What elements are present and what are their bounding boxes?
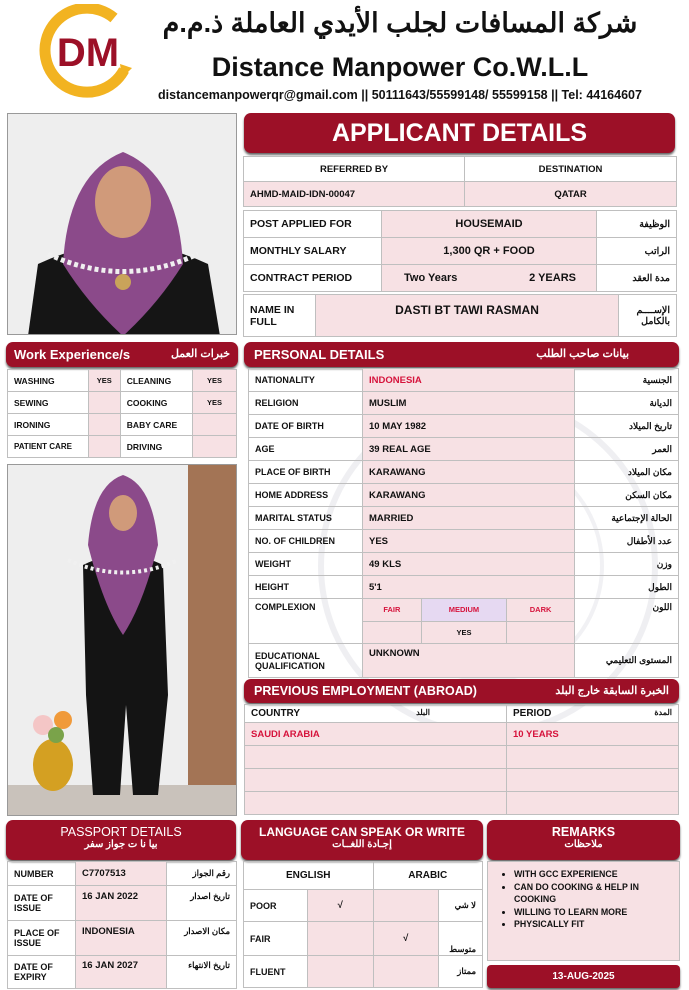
personal-label: HEIGHT — [249, 576, 363, 599]
passport-value: 16 JAN 2027 — [76, 956, 167, 989]
remark-item: • PHYSICALLY FIT — [514, 918, 675, 931]
name-table — [243, 294, 677, 337]
complexion-label: COMPLEXION — [249, 599, 363, 644]
language-title-ar: إجـادة اللغــات — [332, 839, 392, 850]
education-label: EDUCATIONAL QUALIFICATION — [249, 644, 363, 678]
previous-employment-title: PREVIOUS EMPLOYMENT (ABROAD) — [254, 684, 477, 698]
personal-label: NO. OF CHILDREN — [249, 530, 363, 553]
passport-arabic: تاريخ الانتهاء — [167, 956, 237, 989]
skill-value: YES — [88, 370, 120, 392]
salary-arabic: الراتب — [597, 238, 677, 265]
previous-employment-header — [244, 679, 679, 703]
complexion-fair-mark — [363, 621, 421, 643]
personal-arabic: عدد الأطفال — [575, 530, 679, 553]
post-value: HOUSEMAID — [382, 211, 597, 238]
passport-arabic: مكان الاصدار — [167, 921, 237, 956]
applicant-details-title — [244, 113, 675, 153]
referred-by-value: AHMD-MAID-IDN-00047 — [244, 182, 465, 207]
personal-arabic: مكان الميلاد — [575, 461, 679, 484]
contract-value-years: 2 YEARS — [529, 272, 576, 284]
contract-value — [382, 265, 597, 292]
company-name-english: Distance Manpower Co.W.L.L — [211, 52, 589, 82]
previous-employment-table — [244, 704, 679, 815]
skill-label: PATIENT CARE — [8, 436, 89, 458]
contract-value-text: Two Years — [404, 272, 458, 284]
personal-details-header — [244, 342, 679, 367]
work-experience-title-ar: خبرات العمل — [170, 348, 230, 360]
skill-label: BABY CARE — [120, 414, 192, 436]
language-header — [241, 820, 483, 860]
personal-value: MUSLIM — [363, 392, 575, 415]
passport-arabic: رقم الجواز — [167, 862, 237, 886]
destination-value: QATAR — [465, 182, 677, 207]
skill-label: WASHING — [8, 370, 89, 392]
personal-arabic: الحالة الإجتماعية — [575, 507, 679, 530]
period-header — [507, 705, 679, 723]
salary-label: MONTHLY SALARY — [244, 238, 382, 265]
skill-value — [88, 436, 120, 458]
period-arabic: المدة — [654, 708, 672, 717]
language-level-label: FAIR — [244, 922, 308, 956]
personal-arabic: الطول — [575, 576, 679, 599]
personal-label: PLACE OF BIRTH — [249, 461, 363, 484]
arabic-fair-check: √ — [373, 922, 439, 956]
personal-label: DATE OF BIRTH — [249, 415, 363, 438]
education-arabic: المستوى التعليمي — [575, 644, 679, 678]
english-header: ENGLISH — [244, 862, 374, 890]
complexion-fair: FAIR — [363, 599, 421, 621]
work-experience-table — [7, 369, 237, 458]
complexion-dark-mark — [507, 621, 574, 643]
personal-arabic: وزن — [575, 553, 679, 576]
company-logo — [36, 4, 136, 100]
personal-value: 39 REAL AGE — [363, 438, 575, 461]
contract-label: CONTRACT PERIOD — [244, 265, 382, 292]
previous-employment-title-ar: الخبرة السابقة خارج البلد — [555, 685, 669, 697]
contract-arabic: مدة العقد — [597, 265, 677, 292]
personal-label: NATIONALITY — [249, 369, 363, 392]
language-level-label: POOR — [244, 890, 308, 922]
personal-details-title-ar: بيانات صاحب الطلب — [536, 348, 629, 360]
work-experience-title: Work Experience/s — [14, 347, 131, 362]
personal-value: 10 MAY 1982 — [363, 415, 575, 438]
skill-value — [193, 414, 237, 436]
passport-label: DATE OF ISSUE — [8, 886, 76, 921]
country-empty — [245, 769, 507, 792]
personal-label: RELIGION — [249, 392, 363, 415]
language-title: LANGUAGE CAN SPEAK OR WRITE — [258, 825, 465, 839]
destination-label: DESTINATION — [465, 157, 677, 182]
applicant-full-body-photo — [7, 464, 237, 816]
arabic-header: ARABIC — [373, 862, 483, 890]
personal-value: YES — [363, 530, 575, 553]
post-label: POST APPLIED FOR — [244, 211, 382, 238]
language-level-arabic: ممتاز — [439, 956, 483, 988]
arabic-poor-check — [373, 890, 439, 922]
personal-label: WEIGHT — [249, 553, 363, 576]
remarks-title: REMARKS — [551, 825, 616, 839]
passport-details-title: PASSPORT DETAILS — [60, 825, 182, 839]
skill-label: SEWING — [8, 392, 89, 414]
personal-details-title: PERSONAL DETAILS — [254, 347, 385, 362]
passport-details-header — [6, 820, 236, 860]
complexion-cell — [363, 599, 575, 644]
personal-arabic: العمر — [575, 438, 679, 461]
salary-value: 1,300 QR + FOOD — [382, 238, 597, 265]
period-label: PERIOD — [513, 708, 552, 719]
english-fluent-check — [308, 956, 374, 988]
remark-item: • WITH GCC EXPERIENCE — [514, 868, 675, 881]
svg-text:DM: DM — [56, 31, 120, 75]
education-value: UNKNOWN — [363, 644, 575, 678]
language-level-arabic: متوسط — [439, 922, 483, 956]
personal-details-table — [248, 368, 679, 678]
skill-label: DRIVING — [120, 436, 192, 458]
skill-value — [193, 436, 237, 458]
personal-label: HOME ADDRESS — [249, 484, 363, 507]
referred-by-label: REFERRED BY — [244, 157, 465, 182]
language-table — [243, 861, 483, 988]
personal-value: MARRIED — [363, 507, 575, 530]
remark-item: • WILLING TO LEARN MORE — [514, 906, 675, 919]
document-date-text: 13-AUG-2025 — [552, 971, 615, 982]
job-table — [243, 210, 677, 292]
passport-value: 16 JAN 2022 — [76, 886, 167, 921]
personal-value: KARAWANG — [363, 461, 575, 484]
personal-value: INDONESIA — [363, 369, 575, 392]
personal-arabic: تاريخ الميلاد — [575, 415, 679, 438]
complexion-dark: DARK — [507, 599, 574, 621]
country-empty — [245, 792, 507, 815]
post-arabic: الوظيفة — [597, 211, 677, 238]
skill-value: YES — [193, 392, 237, 414]
complexion-medium: MEDIUM — [421, 599, 506, 621]
passport-label: NUMBER — [8, 862, 76, 886]
personal-label: AGE — [249, 438, 363, 461]
personal-value: 49 KLS — [363, 553, 575, 576]
applicant-portrait-photo — [7, 113, 237, 335]
personal-arabic: الجنسية — [575, 369, 679, 392]
language-level-label: FLUENT — [244, 956, 308, 988]
skill-label: CLEANING — [120, 370, 192, 392]
name-label: NAME IN FULL — [244, 295, 316, 337]
passport-label: PLACE OF ISSUE — [8, 921, 76, 956]
personal-value: KARAWANG — [363, 484, 575, 507]
skill-value: YES — [193, 370, 237, 392]
complexion-arabic: اللون — [575, 599, 679, 644]
remarks-header — [487, 820, 680, 860]
country-empty — [245, 746, 507, 769]
personal-label: MARITAL STATUS — [249, 507, 363, 530]
remarks-box — [487, 861, 680, 961]
company-name-arabic: شركة المسافات لجلب الأيدي العاملة ذ.م.م — [162, 8, 638, 38]
english-poor-check: √ — [308, 890, 374, 922]
passport-details-title-ar: بيا نا ت جواز سفر — [84, 839, 158, 850]
remarks-title-ar: ملاحظات — [564, 839, 603, 850]
name-arabic: الإســــم بالكامل — [619, 295, 677, 337]
english-fair-check — [308, 922, 374, 956]
period-empty — [507, 769, 679, 792]
arabic-fluent-check — [373, 956, 439, 988]
passport-value: INDONESIA — [76, 921, 167, 956]
skill-value — [88, 414, 120, 436]
referral-table — [243, 156, 677, 207]
remark-item: • CAN DO COOKING & HELP IN COOKING — [514, 881, 675, 906]
skill-value — [88, 392, 120, 414]
document-date — [487, 965, 680, 988]
complexion-medium-mark: YES — [421, 621, 506, 643]
personal-value: 5'1 — [363, 576, 575, 599]
name-value: DASTI BT TAWI RASMAN — [316, 295, 619, 337]
period-value: 10 YEARS — [507, 723, 679, 746]
applicant-details-title-text: APPLICANT DETAILS — [331, 119, 588, 147]
country-header — [245, 705, 507, 723]
period-empty — [507, 792, 679, 815]
company-contact: distancemanpowerqr@gmail.com || 50111643/55599148/ 55599158 || Tel: 44164607 — [158, 88, 642, 102]
country-arabic: البلد — [416, 708, 430, 717]
work-experience-header — [6, 342, 238, 367]
country-value: SAUDI ARABIA — [245, 723, 507, 746]
passport-table — [7, 861, 237, 989]
personal-arabic: مكان السكن — [575, 484, 679, 507]
personal-arabic: الديانة — [575, 392, 679, 415]
period-empty — [507, 746, 679, 769]
passport-arabic: تاريخ اصدار — [167, 886, 237, 921]
language-level-arabic: لا شي — [439, 890, 483, 922]
passport-label: DATE OF EXPIRY — [8, 956, 76, 989]
country-label: COUNTRY — [251, 708, 301, 719]
skill-label: IRONING — [8, 414, 89, 436]
remarks-list — [500, 868, 675, 931]
skill-label: COOKING — [120, 392, 192, 414]
passport-value: C7707513 — [76, 862, 167, 886]
